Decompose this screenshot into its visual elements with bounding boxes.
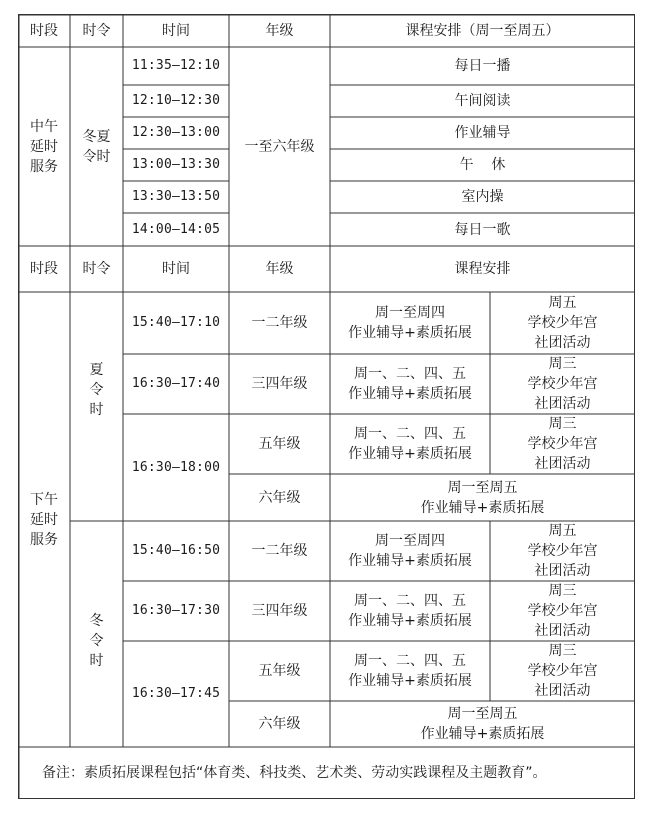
winter-special-2: 周三 学校少年宫 社团活动 <box>527 583 598 639</box>
lunch-activity-5: 室内操 <box>461 189 504 205</box>
summer-time-2: 16:30—17:40 <box>131 376 221 391</box>
summer-full-4: 周一至周五 作业辅导+素质拓展 <box>420 479 545 516</box>
lunch-activity-4: 午 休 <box>459 157 506 173</box>
winter-weekday-2: 周一、二、四、五 作业辅导+素质拓展 <box>348 593 472 629</box>
winter-time-2: 16:30—17:30 <box>131 603 221 618</box>
summer-time-3: 16:30—18:00 <box>131 459 221 475</box>
lunch-activity-1: 每日一播 <box>454 58 511 74</box>
lunch-time-3: 12:30—13:00 <box>131 125 221 140</box>
lunch-grade-label: 一至六年级 <box>244 138 315 155</box>
header-period: 时段 <box>30 261 58 277</box>
winter-grade-2: 三四年级 <box>251 603 308 619</box>
summer-special-2: 周三 学校少年宫 社团活动 <box>527 356 598 412</box>
winter-time-3: 16:30—17:45 <box>131 686 221 701</box>
lunch-time-5: 13:30—13:50 <box>131 189 221 204</box>
header-grade: 年级 <box>265 22 294 39</box>
winter-special-3: 周三 学校少年宫 社团活动 <box>527 643 598 699</box>
header-mode: 时令 <box>82 261 111 277</box>
winter-special-1: 周五 学校少年宫 社团活动 <box>527 523 598 579</box>
header-grade: 年级 <box>265 261 294 277</box>
winter-grade-4: 六年级 <box>258 716 301 732</box>
summer-time-1: 15:40—17:10 <box>131 315 221 330</box>
header-time: 时间 <box>162 22 190 39</box>
winter-weekday-1: 周一至周四 作业辅导+素质拓展 <box>348 533 472 569</box>
summer-special-3: 周三 学校少年宫 社团活动 <box>527 416 598 472</box>
winter-grade-1: 一二年级 <box>251 543 308 559</box>
afternoon-period-label: 下午 延时 服务 <box>30 491 58 548</box>
header-schedule: 课程安排 <box>454 261 511 277</box>
winter-weekday-3: 周一、二、四、五 作业辅导+素质拓展 <box>348 653 472 689</box>
schedule-table <box>18 14 635 799</box>
header-time: 时间 <box>162 261 190 277</box>
summer-weekday-2: 周一、二、四、五 作业辅导+素质拓展 <box>348 366 472 402</box>
lunch-activity-2: 午间阅读 <box>454 93 511 109</box>
header-schedule: 课程安排（周一至周五） <box>405 22 560 39</box>
winter-full-4: 周一至周五 作业辅导+素质拓展 <box>420 706 545 742</box>
summer-weekday-1: 周一至周四 作业辅导+素质拓展 <box>348 305 472 341</box>
lunch-activity-6: 每日一歌 <box>454 221 511 238</box>
winter-grade-3: 五年级 <box>258 663 301 679</box>
lunch-mode-label: 冬夏 令时 <box>82 128 111 165</box>
summer-weekday-3: 周一、二、四、五 作业辅导+素质拓展 <box>348 426 472 462</box>
footnote: 备注：素质拓展课程包括“体育类、科技类、艺术类、劳动实践课程及主题教育”。 <box>42 765 547 781</box>
summer-grade-3: 五年级 <box>258 436 301 452</box>
summer-grade-2: 三四年级 <box>251 376 308 392</box>
lunch-activity-3: 作业辅导 <box>454 125 511 141</box>
summer-special-1: 周五 学校少年宫 社团活动 <box>527 295 598 351</box>
lunch-time-2: 12:10—12:30 <box>131 93 221 108</box>
lunch-time-4: 13:00—13:30 <box>131 157 221 172</box>
summer-grade-1: 一二年级 <box>251 315 308 331</box>
header-period: 时段 <box>30 22 58 39</box>
winter-time-1: 15:40—16:50 <box>131 543 221 558</box>
winter-mode-label: 冬 令 时 <box>89 613 104 669</box>
summer-grade-4: 六年级 <box>258 489 301 506</box>
lunch-time-1: 11:35—12:10 <box>131 58 221 73</box>
lunch-time-6: 14:00—14:05 <box>131 221 221 237</box>
lunch-period-label: 中午 延时 服务 <box>30 118 58 175</box>
summer-mode-label: 夏 令 时 <box>89 362 104 418</box>
header-mode: 时令 <box>82 22 111 39</box>
